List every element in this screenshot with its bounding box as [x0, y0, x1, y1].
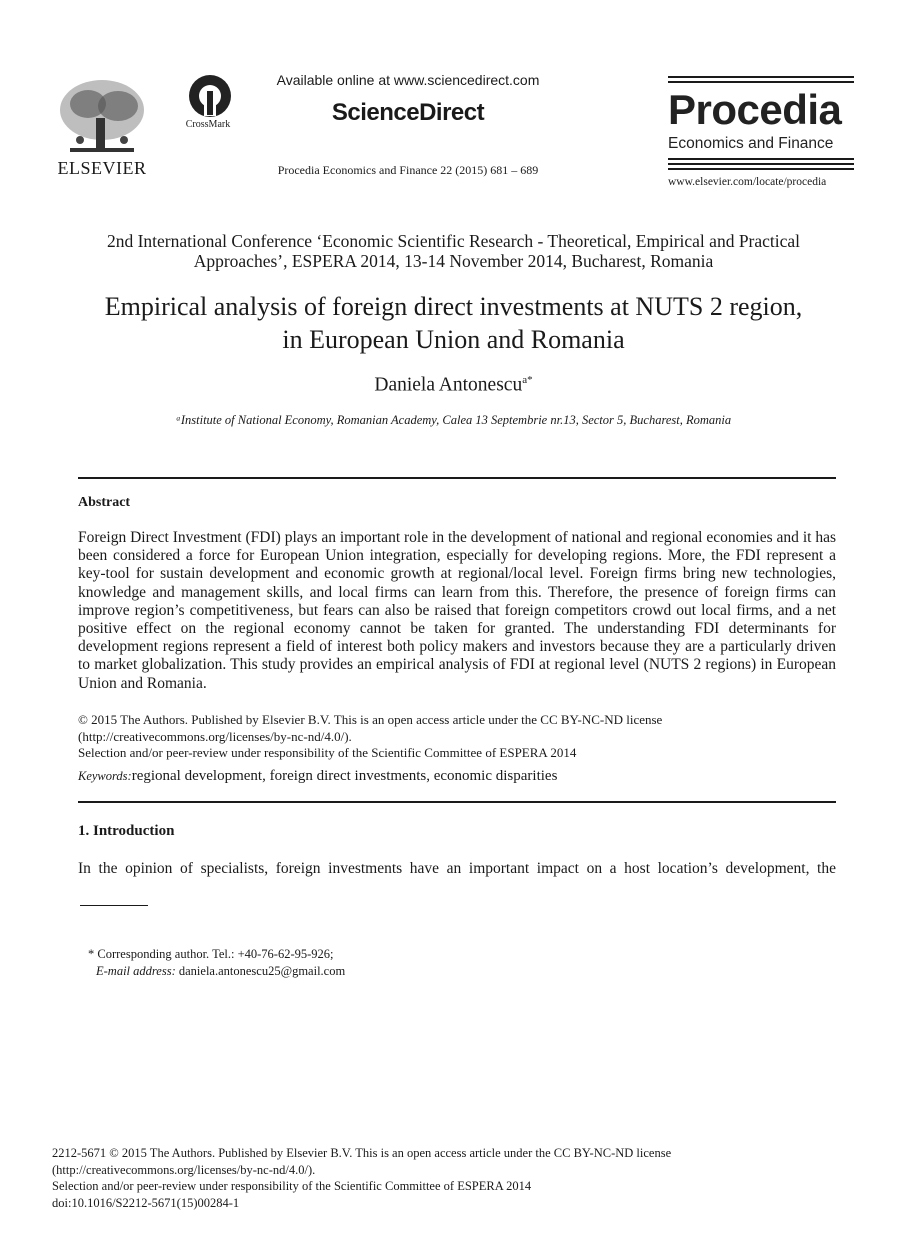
author-name: Daniela Antonescu: [374, 374, 523, 396]
abstract-heading: Abstract: [78, 495, 131, 510]
keywords: [78, 768, 836, 785]
journal-reference: Procedia Economics and Finance 22 (2015) 681 – 689: [277, 163, 539, 177]
page-footer: [52, 1145, 852, 1211]
crossmark-label: CrossMark: [185, 119, 231, 130]
section-heading-introduction: 1. Introduction: [78, 823, 175, 839]
footer-doi[interactable]: doi:10.1016/S2212-5671(15)00284-1: [52, 1195, 240, 1210]
license-link[interactable]: (http://creativecommons.org/licenses/by-nc-nd/4.0/).: [78, 728, 352, 744]
paper-title: [60, 290, 847, 356]
procedia-logo-title: Procedia: [668, 86, 842, 133]
keywords-text: regional development, foreign direct investments, economic disparities: [131, 768, 558, 784]
peer-review-statement: Selection and/or peer-review under responsibility of the Scientific Committee of ESPERA 2014: [78, 745, 577, 760]
footer-issn-license: 2212-5671 © 2015 The Authors. Published by Elsevier B.V. This is an open access article under the CC BY-NC-ND license: [52, 1146, 672, 1160]
paper-title-line-1: Empirical analysis of foreign direct investments at NUTS 2 region,: [104, 292, 803, 321]
email-address[interactable]: daniela.antonescu25@gmail.com: [178, 964, 346, 978]
author: [60, 374, 847, 397]
procedia-logo-subtitle: Economics and Finance: [668, 135, 834, 152]
footnote-divider: [80, 905, 148, 906]
footer-peer-review: Selection and/or peer-review under responsibility of the Scientific Committee of ESPERA 2014: [52, 1179, 532, 1193]
abstract-top-divider: [78, 477, 836, 479]
elsevier-wordmark: ELSEVIER: [57, 158, 147, 178]
procedia-logo-top-rule: [668, 76, 854, 86]
procedia-logo-bottom-rule: [668, 158, 854, 173]
introduction-text: In the opinion of specialists, foreign investments have an important impact on a host location’s development, the: [78, 860, 836, 877]
footer-license-link[interactable]: (http://creativecommons.org/licenses/by-nc-nd/4.0/).: [52, 1162, 316, 1177]
corresponding-author-phone: * Corresponding author. Tel.: +40-76-62-95-926;: [88, 947, 334, 961]
corresponding-author-footnote: [88, 946, 345, 980]
sciencedirect-wordmark: ScienceDirect: [331, 99, 485, 126]
available-online-text[interactable]: Available online at www.sciencedirect.com: [276, 72, 540, 88]
author-affiliation: ᵃInstitute of National Economy, Romanian Academy, Calea 13 Septembrie nr.13, Sector 5, Bucharest, Romania: [175, 413, 732, 427]
abstract-bottom-divider: [78, 801, 836, 803]
author-affiliation-mark: a*: [522, 374, 533, 386]
paper-title-line-2: in European Union and Romania: [282, 325, 625, 354]
abstract-body: Foreign Direct Investment (FDI) plays an important role in the development of national and regional economies and it has been considered a force for European Union integration, especially for developing regions. More, the FDI represent a key-tool for sustain development and economic growth at regional/local level. Foreign firms bring new technologies, knowledge and management skills, and local firms can learn from this. Therefore, the presence of foreign firms can improve region’s competitiveness, but fears can also be raised that foreign competitors crowd out local firms, and a net positive effect on the regional economy cannot be taken for granted. The understanding FDI determinants for development regions represent a field of interest both policy makers and investors because they are a particularly driven to market globalization. This study provides an empirical analysis of FDI at regional level (NUTS 2 regions) in European Union and Romania.: [78, 529, 836, 692]
email-label: E-mail address:: [96, 964, 176, 978]
keywords-label: Keywords:: [78, 769, 132, 783]
conference-name: 2nd International Conference ‘Economic Scientific Research - Theoretical, Empirical and Practical Approaches’, ESPERA 2014, 13-14 November 2014, Bucharest, Romania: [106, 231, 801, 271]
copyright-line-1: © 2015 The Authors. Published by Elsevier B.V. This is an open access article under the CC BY-NC-ND license: [78, 712, 663, 727]
copyright-notice: [78, 712, 836, 762]
journal-url[interactable]: www.elsevier.com/locate/procedia: [668, 176, 827, 188]
